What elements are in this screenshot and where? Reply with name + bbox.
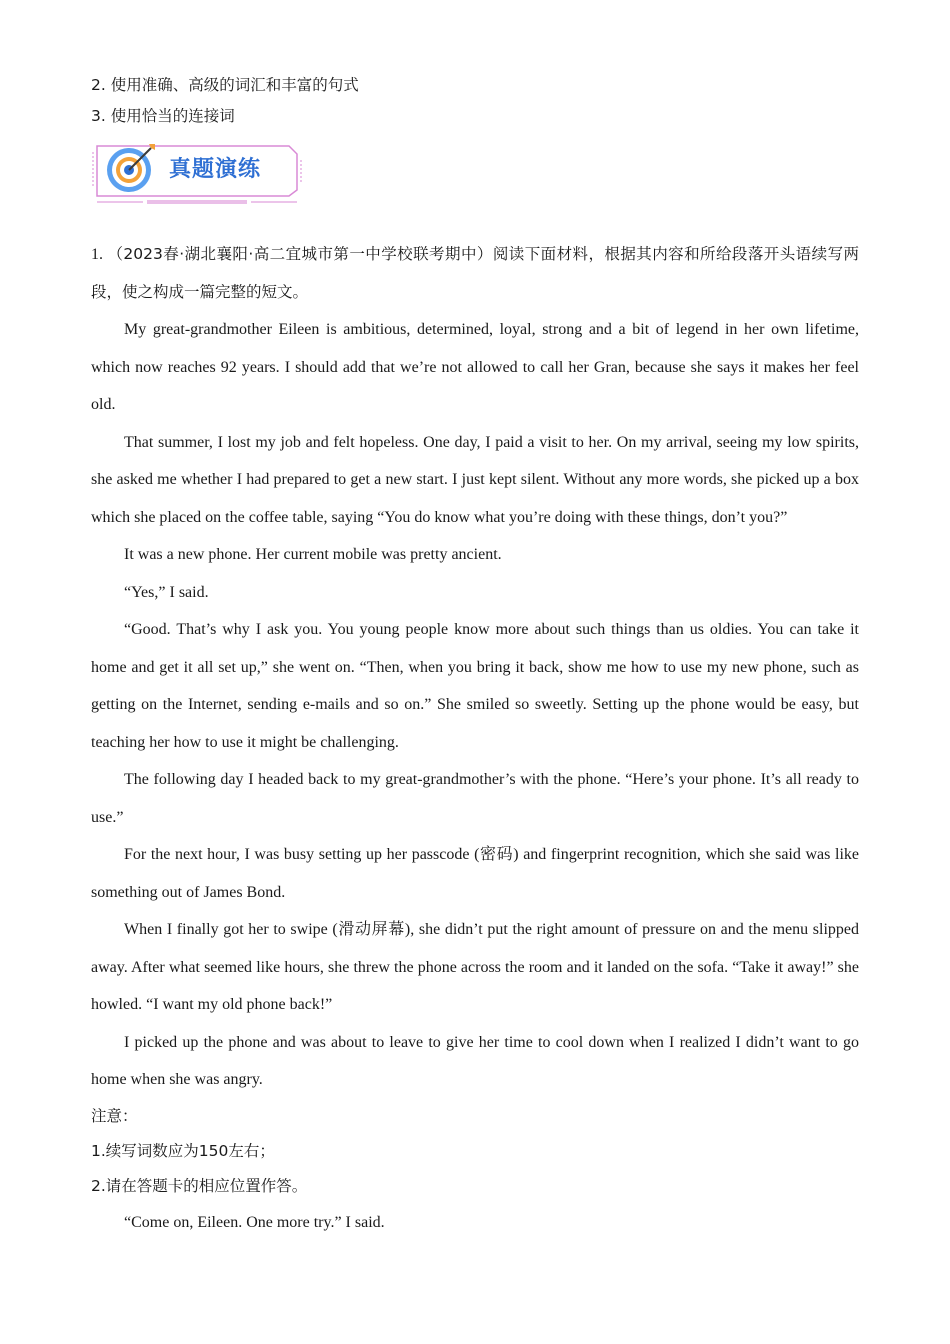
- passage-paragraph: The following day I headed back to my great-grandmother’s with the phone. “Here’s your phone. It’s all ready to use.”: [91, 771, 859, 826]
- section-banner: [91, 138, 303, 208]
- question-number: 1.: [91, 246, 103, 263]
- passage-paragraph: When I finally got her to swipe (滑动屏幕), she didn’t put the right amount of pressure on and the menu slipped away. After what seemed like hours, she threw the phone across the room and it landed on the sofa. “Take it away!” she howled. “I want my old phone back!”: [91, 921, 859, 1013]
- question-intro: [91, 236, 859, 311]
- document-page: [91, 70, 859, 1241]
- passage-paragraph: For the next hour, I was busy setting up her passcode (密码) and fingerprint recognition, which she said was like something out of James Bond.: [91, 846, 859, 901]
- note-item: 2.请在答题卡的相应位置作答。: [91, 1176, 308, 1195]
- tip-line-2: 2. 使用准确、高级的词汇和丰富的句式: [91, 76, 359, 94]
- notes-heading: 注意：: [91, 1106, 138, 1125]
- passage-paragraph: “Yes,” I said.: [124, 583, 209, 601]
- passage-paragraph: I picked up the phone and was about to leave to give her time to cool down when I realized I didn’t want to go home when she was angry.: [91, 1033, 859, 1088]
- passage-paragraph: That summer, I lost my job and felt hopeless. One day, I paid a visit to her. On my arrival, seeing my low spirits, she asked me whether I had prepared to get a new start. I just kept silent. Without any more words, she picked up a box which she placed on the coffee table, saying “You do know what you’re doing with these things, don’t you?”: [91, 433, 859, 526]
- passage-paragraph: It was a new phone. Her current mobile was pretty ancient.: [124, 546, 502, 563]
- note-item: 1.续写词数应为150左右；: [91, 1141, 275, 1160]
- banner-title: 真题演练: [169, 157, 262, 182]
- tip-line-3: 3. 使用恰当的连接词: [91, 107, 235, 125]
- continuation-opening: “Come on, Eileen. One more try.” I said.: [124, 1213, 385, 1231]
- passage-paragraph: “Good. That’s why I ask you. You young people know more about such things than us oldies. You can take it home and get it all set up,” she went on. “Then, when you bring it back, show me how to use my new phone, such as getting on the Internet, sending e-mails and so on.” She smiled so sweetly. Setting up the phone would be easy, but teaching her how to use it might be challenging.: [91, 621, 859, 751]
- passage-paragraph: My great-grandmother Eileen is ambitious, determined, loyal, strong and a bit of legend in her own lifetime, which now reaches 92 years. I should add that we’re not allowed to call her Gran, because she says it makes her feel old.: [91, 321, 859, 413]
- question-instructions: （2023春·湖北襄阳·高二宜城市第一中学校联考期中）阅读下面材料，根据其内容和所给段落开头语续写两段，使之构成一篇完整的短文。: [91, 245, 860, 301]
